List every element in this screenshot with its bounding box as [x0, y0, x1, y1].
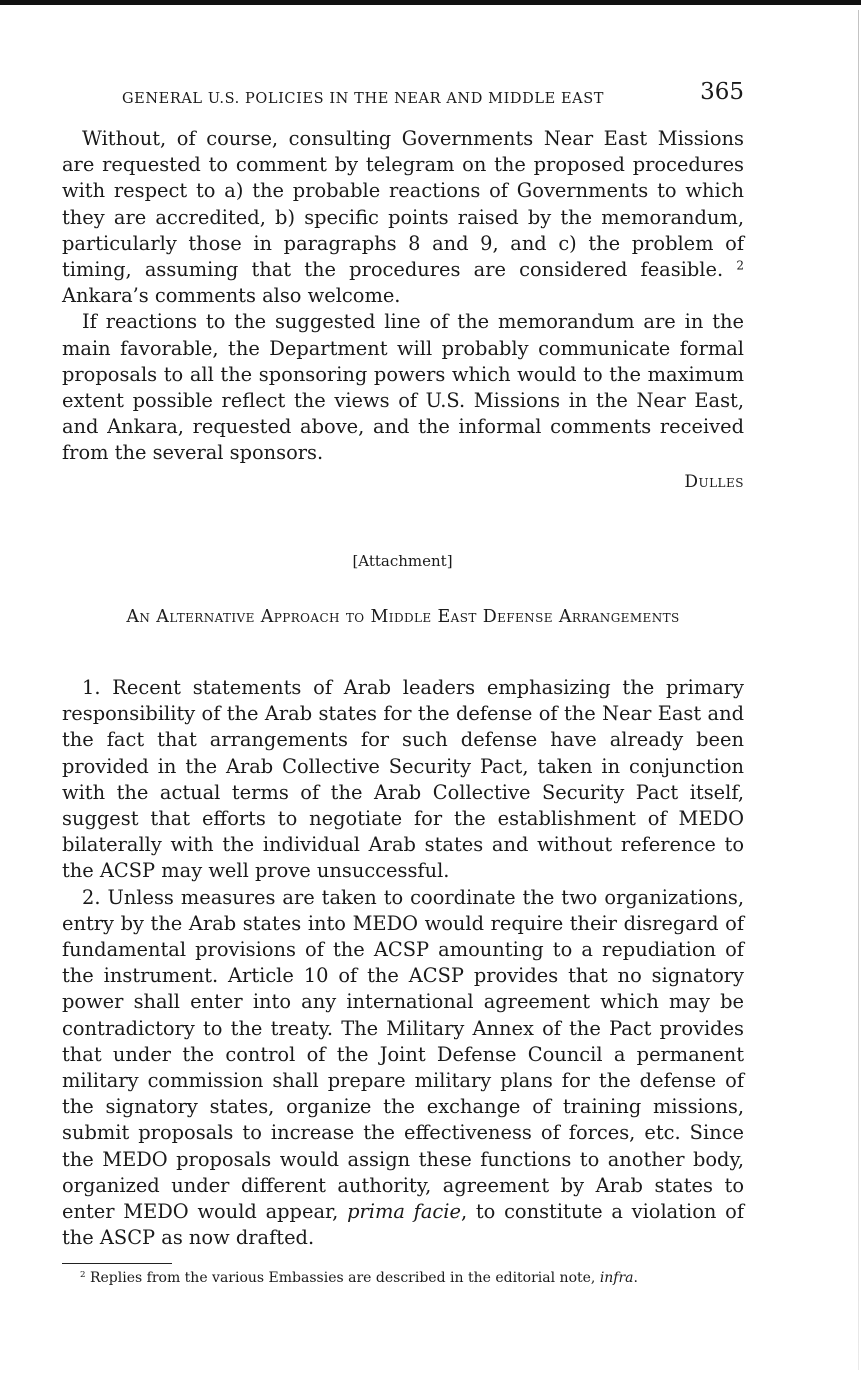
footnote-text: Replies from the various Embassies are described in the editorial note, — [89, 1270, 596, 1286]
attachment-label: [Attachment] — [352, 552, 453, 570]
page-number: 365 — [700, 79, 744, 105]
italic-phrase: prima facie — [347, 1200, 461, 1224]
attachment-title: An Alternative Approach to Middle East Defense Arrangements — [126, 607, 680, 627]
page-right-edge — [858, 10, 859, 1370]
signature: Dulles — [684, 472, 744, 492]
body-paragraph: If reactions to the suggested line of the memorandum are in the main favorable, the Department will probably communicate formal proposals to all the sponsoring powers which would to the maximum extent possible reflect the views of U.S. Missions in the Near East, and Ankara, requested above, and the informal comments received from the several sponsors. — [62, 310, 744, 465]
paragraph-text-continued: , to constitute a violation of the ASCP as now drafted. — [62, 1200, 744, 1250]
footnote-reference: 2 — [736, 258, 744, 273]
footnote-marker: 2 — [80, 1270, 86, 1281]
paragraph-text: 2. Unless measures are taken to coordinate the two organizations, entry by the Arab states into MEDO would require their disregard of fundamental provisions of the ACSP amounting to a repudiation of the instrument. Article 10 of the ACSP provides that no signatory power shall enter into any international agreement which may be contradictory to the treaty. The Military Annex of the Pact provides that under the control of the Joint Defense Council a permanent military commission shall prepare military plans for the defense of the signatory states, organize the exchange of training missions, submit proposals to increase the effectiveness of forces, etc. Since the MEDO proposals would assign these functions to another body, organized under different authority, agreement by Arab states to enter MEDO would appear, — [62, 885, 744, 1224]
telegram-body — [62, 126, 744, 467]
footnote — [80, 1268, 740, 1288]
attachment-paragraph: 1. Recent statements of Arab leaders emphasizing the primary responsibility of the Arab states for the defense of the Near East and the fact that arrangements for such defense have already been provided in the Arab Collective Security Pact, taken in conjunction with the actual terms of the Arab Collective Security Pact itself, suggest that efforts to negotiate for the establishment of MEDO bilaterally with the individual Arab states and without reference to the ACSP may well prove unsuccessful. — [62, 676, 744, 883]
paragraph-text: Without, of course, consulting Governments Near East Missions are requested to comment by telegram on the proposed procedures with respect to a) the probable reactions of Governments to which they are accredited, b) specific points raised by the memorandum, particularly those in paragraphs 8 and 9, and c) the problem of timing, assuming that the procedures are considered feasible. — [62, 127, 744, 282]
running-head — [122, 79, 744, 114]
body-paragraph — [62, 126, 744, 309]
footnote-divider — [62, 1263, 172, 1264]
attachment-body — [62, 675, 744, 1251]
footnote-end: . — [633, 1270, 638, 1286]
paragraph-text-continued: Ankara’s comments also welcome. — [62, 284, 401, 308]
footnote-italic: infra — [599, 1270, 634, 1286]
attachment-paragraph — [62, 885, 744, 1252]
running-title: GENERAL U.S. POLICIES IN THE NEAR AND MIDDLE EAST — [122, 91, 605, 107]
page-top-edge — [0, 0, 861, 5]
